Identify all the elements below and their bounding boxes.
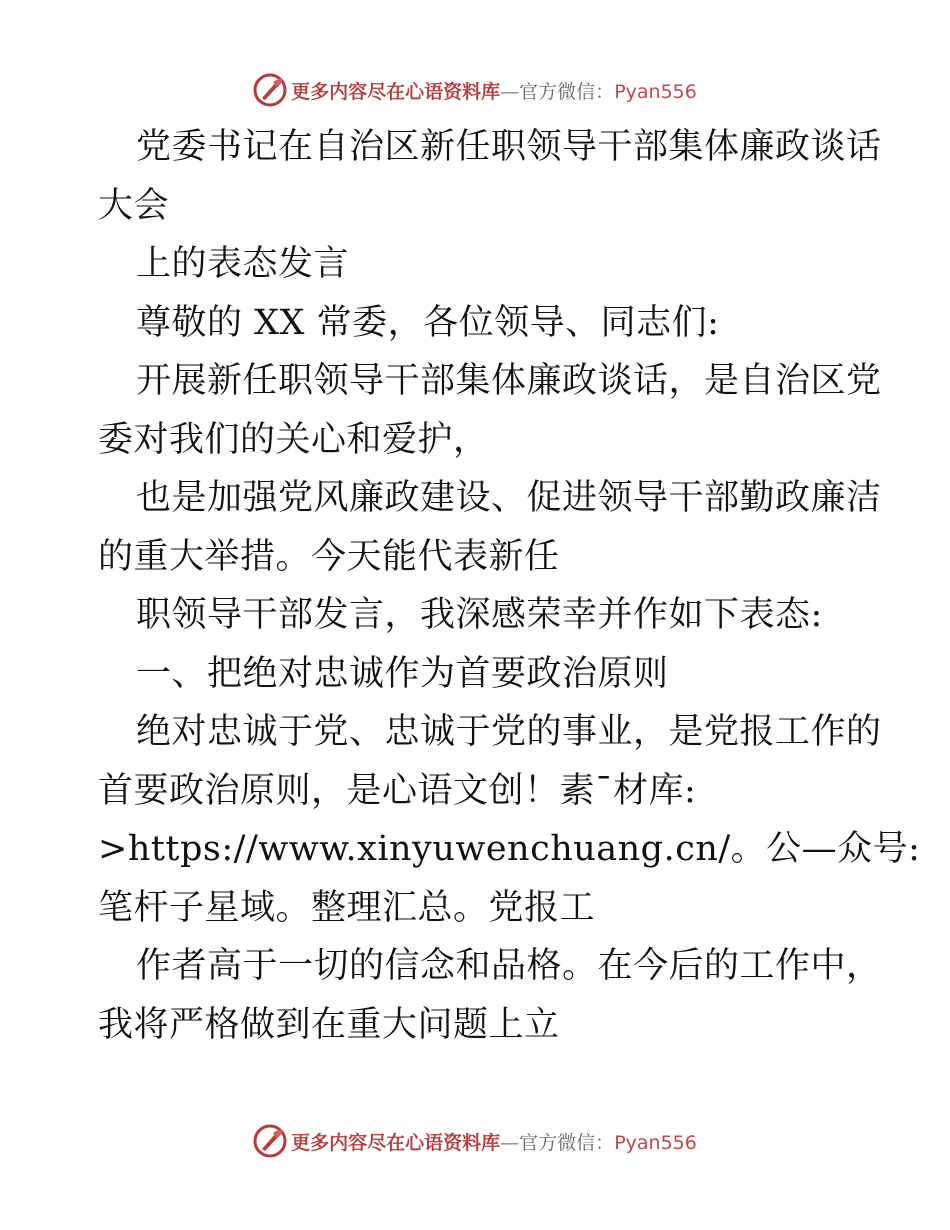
text-line: 职领导干部发言，我深感荣幸并作如下表态: xyxy=(136,595,823,635)
text-line: 党委书记在自治区新任职领导干部集体廉政谈话 xyxy=(136,127,882,167)
url-line: >https://www.xinyuwenchuang.cn/。公—众号: xyxy=(98,829,921,869)
feather-pen-logo-icon xyxy=(253,1124,287,1158)
text-line: 我将严格做到在重大问题上立 xyxy=(98,1004,560,1045)
watermark-brand: 更多内容尽在心语资料库 xyxy=(291,80,501,103)
text-line: 委对我们的关心和爱护， xyxy=(98,419,489,460)
feather-pen-logo-icon xyxy=(253,73,287,107)
text-line: 也是加强党风廉政建设、促进领导干部勤政廉洁 xyxy=(136,478,882,518)
watermark-wechat-id: Pyan556 xyxy=(614,1131,697,1154)
footer-watermark xyxy=(0,1121,950,1161)
text-line: 笔杆子星域。整理汇总。党报工 xyxy=(98,887,596,928)
watermark-dash: — xyxy=(500,80,520,103)
text-line: 上的表态发言 xyxy=(136,244,350,284)
watermark-official-label: 官方微信： xyxy=(519,1131,615,1154)
text-line: 作者高于一切的信念和品格。在今后的工作中， xyxy=(136,946,882,986)
text-line: 大会 xyxy=(98,185,170,226)
text-line: 开展新任职领导干部集体廉政谈话，是自治区党 xyxy=(136,361,882,401)
text-line: 尊敬的 XX 常委，各位领导、同志们: xyxy=(136,302,720,343)
watermark-wechat-id: Pyan556 xyxy=(614,80,697,103)
text-line: 的重大举措。今天能代表新任 xyxy=(98,536,560,577)
watermark-brand: 更多内容尽在心语资料库 xyxy=(291,1131,501,1154)
watermark-dash: — xyxy=(500,1131,520,1154)
watermark-official-label: 官方微信： xyxy=(519,80,615,103)
header-watermark xyxy=(0,70,950,110)
section-heading: 一、把绝对忠诚作为首要政治原则 xyxy=(136,653,669,694)
text-line: 首要政治原则，是心语文创！素¯材库: xyxy=(98,770,697,811)
text-line: 绝对忠诚于党、忠诚于党的事业，是党报工作的 xyxy=(136,712,882,752)
document-body xyxy=(98,118,921,1054)
